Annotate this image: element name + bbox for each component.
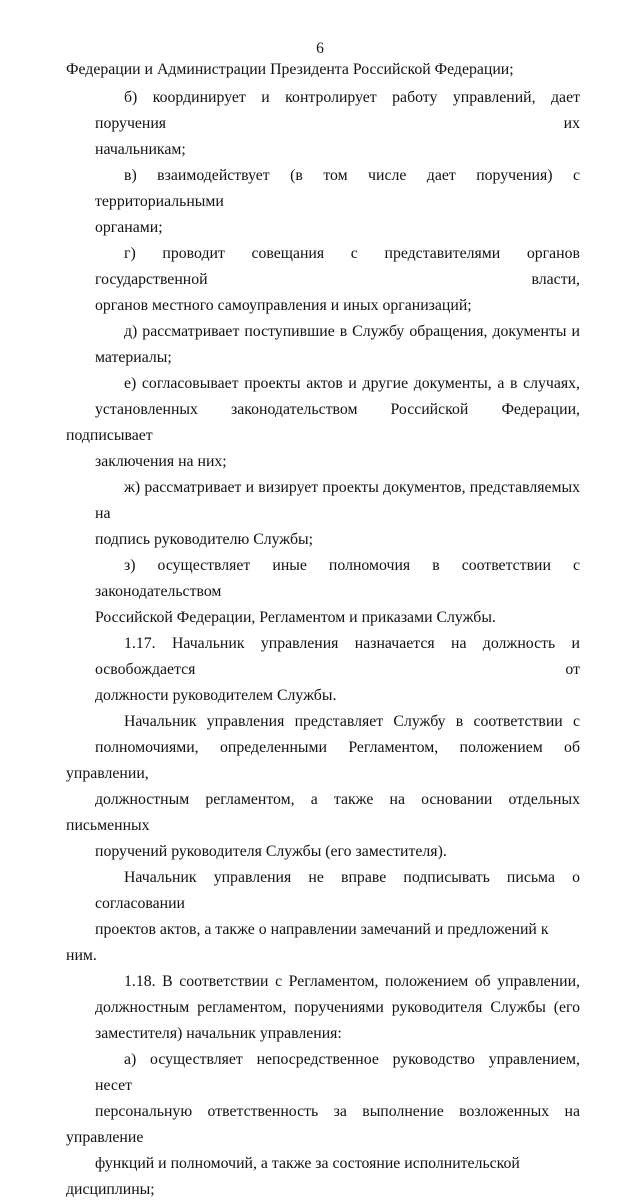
text-line: должности руководителем Службы. [95, 687, 337, 704]
text-line: должностным регламентом, а также на основании отдельных письменных [66, 791, 580, 834]
text-line: а) осуществляет непосредственное руководство управлением, несет [95, 1051, 580, 1094]
page-number: 6 [316, 40, 324, 57]
list-item-d [66, 319, 580, 371]
text-line: поручений руководителя Службы (его заместителя). [95, 843, 447, 860]
text-line: начальникам; [95, 141, 186, 158]
text-line: полномочиями, определенными Регламентом, положением об управлении, [66, 739, 580, 782]
list-item-v [66, 163, 580, 241]
text-line: е) согласовывает проекты актов и другие документы, а в случаях, [124, 375, 580, 392]
paragraph-head-not-entitled [66, 865, 580, 969]
text-line: 1.17. Начальник управления назначается на должность и освобождается от [95, 635, 580, 678]
list-item-z [66, 553, 580, 631]
text-line: органов местного самоуправления и иных организаций; [95, 297, 472, 314]
text-line: Начальник управления не вправе подписывать письма о согласовании [95, 869, 580, 912]
text-line: органами; [95, 219, 163, 236]
text-line: Начальник управления представляет Службу в соответствии с [124, 713, 580, 730]
text-line: б) координирует и контролирует работу управлений, дает поручения их [95, 89, 580, 132]
section-1-18 [66, 969, 580, 1047]
text-line: Российской Федерации, Регламентом и приказами Службы. [95, 609, 496, 626]
text-line: г) проводит совещания с представителями органов государственной власти, [95, 245, 580, 288]
list-item-g [66, 241, 580, 319]
text-line: в) взаимодействует (в том числе дает поручения) с территориальными [95, 167, 580, 210]
list-item-e [66, 371, 580, 475]
paragraph-continuation [66, 57, 580, 83]
list-item-a [66, 1047, 580, 1203]
text-line: 1.18. В соответствии с Регламентом, положением об управлении, [124, 973, 580, 990]
text-line: д) рассматривает поступившие в Службу обращения, документы и [124, 323, 580, 340]
text-line: з) осуществляет иные полномочия в соответствии с законодательством [95, 557, 580, 600]
text-line: установленных законодательством Российской Федерации, подписывает [66, 401, 580, 444]
list-item-b [66, 85, 580, 163]
list-item-zh [66, 475, 580, 553]
text-line: функций и полномочий, а также за состояние исполнительской дисциплины; [66, 1155, 520, 1198]
document-body [66, 57, 580, 1203]
text-line: заключения на них; [95, 453, 227, 470]
text-line: должностным регламентом, поручениями руководителя Службы (его [95, 999, 580, 1016]
text-line: заместителя) начальник управления: [95, 1025, 342, 1042]
text-line: материалы; [95, 349, 172, 366]
section-1-17 [66, 631, 580, 709]
text-line: проектов актов, а также о направлении замечаний и предложений к ним. [66, 921, 549, 964]
text-line: ж) рассматривает и визирует проекты документов, представляемых на [95, 479, 580, 522]
text-line: персональную ответственность за выполнение возложенных на управление [66, 1103, 580, 1146]
paragraph-head-represents [66, 709, 580, 865]
text-line: подпись руководителю Службы; [95, 531, 314, 548]
text-line: Федерации и Администрации Президента Российской Федерации; [66, 61, 514, 78]
